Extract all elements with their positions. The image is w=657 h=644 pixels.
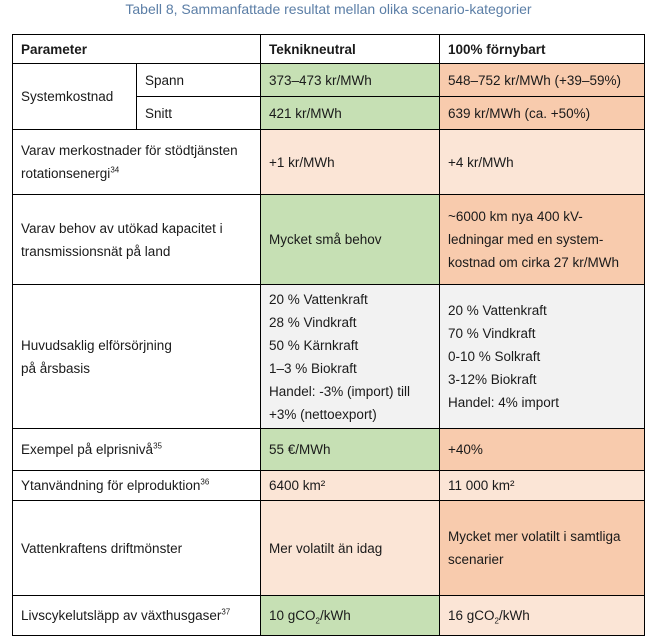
list-item: 20 % Vattenkraft <box>448 303 547 318</box>
list-item: 3-12% Biokraft <box>448 372 537 387</box>
cell-ytanvandning-fornybart: 11 000 km² <box>440 471 645 501</box>
cell-snitt-fornybart: 639 kr/MWh (ca. +50%) <box>440 97 645 130</box>
cell-elforsorjning-teknikneutral <box>261 285 440 429</box>
table-row-spann <box>13 64 645 97</box>
cell-elprisniva-fornybart: +40% <box>440 429 645 471</box>
row-label-merkostnader: Varav merkostnader för stödtjänsten rotationsenergi$^{34}$ <box>13 130 261 195</box>
row-label-elprisniva: Exempel på elprisnivå$^{35}$ <box>13 429 261 471</box>
table-header-row <box>13 35 645 64</box>
list-item: Handel: -3% (import) till +3% (nettoexport) <box>269 383 411 422</box>
header-parameter: Parameter <box>13 35 261 64</box>
row-label-ytanvandning: Ytanvändning för elproduktion$^{36}$ <box>13 471 261 501</box>
cell-kapacitet-fornybart: ~6000 km nya 400 kV-ledningar med en system-kostnad om cirka 27 kr/MWh <box>440 195 645 285</box>
list-item: 1–3 % Biokraft <box>269 360 357 376</box>
cell-ytanvandning-teknikneutral: 6400 km² <box>261 471 440 501</box>
sublabel-spann: Spann <box>137 64 261 97</box>
header-teknikneutral: Teknikneutral <box>261 35 440 64</box>
cell-snitt-teknikneutral: 421 kr/MWh <box>261 97 440 130</box>
table-row-elforsorjning <box>13 285 645 429</box>
list-item: 50 % Kärnkraft <box>269 337 359 353</box>
cell-merkostnader-teknikneutral: +1 kr/MWh <box>261 130 440 195</box>
table-row-elprisniva <box>13 429 645 471</box>
table-row-ytanvandning <box>13 471 645 501</box>
row-label-elforsorjning-line2: på årsbasis <box>21 360 91 376</box>
cell-elforsorjning-fornybart <box>440 285 645 429</box>
sublabel-snitt: Snitt <box>137 97 261 130</box>
row-label-driftmonster: Vattenkraftens driftmönster <box>13 501 261 596</box>
table-row-livscykel <box>13 596 645 636</box>
cell-driftmonster-fornybart: Mycket mer volatilt i samtliga scenarier <box>440 501 645 596</box>
cell-merkostnader-fornybart: +4 kr/MWh <box>440 130 645 195</box>
row-label-kapacitet: Varav behov av utökad kapacitet i transmissionsnät på land <box>13 195 261 285</box>
row-label-systemkostnad: Systemkostnad <box>13 64 137 130</box>
table-row-merkostnader <box>13 130 645 195</box>
row-label-elforsorjning <box>13 285 261 429</box>
row-label-livscykel: Livscykelutsläpp av växthusgaser$^{37}$ <box>13 596 261 636</box>
table-caption: Tabell 8, Sammanfattade resultat mellan olika scenario-kategorier <box>125 1 532 17</box>
list-item: 0-10 % Solkraft <box>448 349 541 364</box>
row-label-elforsorjning-line1: Huvudsaklig elförsörjning <box>21 337 172 353</box>
cell-spann-teknikneutral: 373–473 kr/MWh <box>261 64 440 97</box>
cell-kapacitet-teknikneutral: Mycket små behov <box>261 195 440 285</box>
table-row-driftmonster <box>13 501 645 596</box>
header-fornybart: 100% förnybart <box>440 35 645 64</box>
cell-livscykel-fornybart: 16 gCO$_2$/kWh <box>440 596 645 636</box>
cell-elprisniva-teknikneutral: 55 €/MWh <box>261 429 440 471</box>
list-item: 70 % Vindkraft <box>448 326 536 341</box>
list-item: 28 % Vindkraft <box>269 314 357 330</box>
list-item: 20 % Vattenkraft <box>269 291 368 307</box>
cell-driftmonster-teknikneutral: Mer volatilt än idag <box>261 501 440 596</box>
list-item: Handel: 4% import <box>448 395 560 410</box>
table-row-kapacitet <box>13 195 645 285</box>
summary-table <box>12 34 645 636</box>
cell-spann-fornybart: 548–752 kr/MWh (+39–59%) <box>440 64 645 97</box>
cell-livscykel-teknikneutral: 10 gCO$_2$/kWh <box>261 596 440 636</box>
